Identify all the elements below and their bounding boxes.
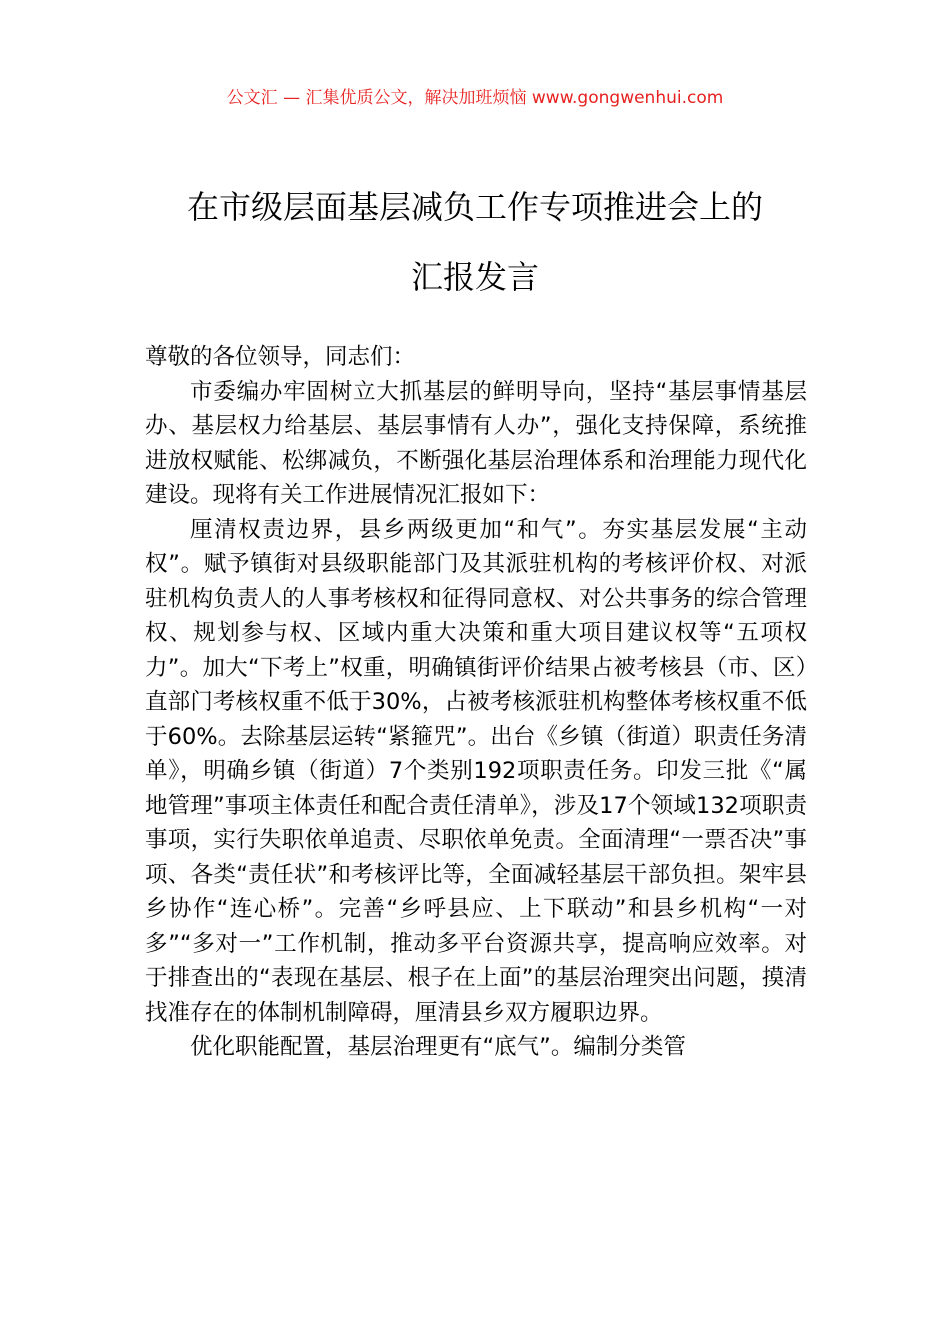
document-body bbox=[145, 340, 807, 1065]
paragraph-intro: 市委编办牢固树立大抓基层的鲜明导向，坚持“基层事情基层办、基层权力给基层、基层事情有人办”，强化支持保障，系统推进放权赋能、松绑减负，不断强化基层治理体系和治理能力现代化建设。现将有关工作进展情况汇报如下： bbox=[145, 378, 807, 508]
document-title bbox=[120, 172, 830, 312]
title-line-2: 汇报发言 bbox=[410, 258, 539, 296]
title-line-1: 在市级层面基层减负工作专项推进会上的 bbox=[186, 188, 763, 226]
salutation: 尊敬的各位领导，同志们： bbox=[145, 344, 416, 370]
paragraph-functions: 优化职能配置，基层治理更有“底气”。编制分类管 bbox=[190, 1034, 686, 1060]
site-header-banner: 公文汇 — 汇集优质公文，解决加班烦恼 www.gongwenhui.com bbox=[226, 88, 724, 108]
paragraph-responsibilities: 厘清权责边界，县乡两级更加“和气”。夯实基层发展“主动权”。赋予镇街对县级职能部门及其派驻机构的考核评价权、对派驻机构负责人的人事考核权和征得同意权、对公共事务的综合管理权、规划参与权、区域内重大决策和重大项目建议权等“五项权力”。加大“下考上”权重，明确镇街评价结果占被考核县（市、区）直部门考核权重不低于30%，占被考核派驻机构整体考核权重不低于60%。去除基层运转“紧箍咒”。出台《乡镇（街道）职责任务清单》，明确乡镇（街道）7个类别192项职责任务。印发三批《“属地管理”事项主体责任和配合责任清单》，涉及17个领域132项职责事项，实行失职依单追责、尽职依单免责。全面清理“一票否决”事项、各类“责任状”和考核评比等，全面减轻基层干部负担。架牢县乡协作“连心桥”。完善“乡呼县应、上下联动”和县乡机构“一对多”“多对一”工作机制，推动多平台资源共享，提高响应效率。对于排查出的“表现在基层、根子在上面”的基层治理突出问题，摸清找准存在的体制机制障碍，厘清县乡双方履职边界。 bbox=[145, 516, 807, 1026]
